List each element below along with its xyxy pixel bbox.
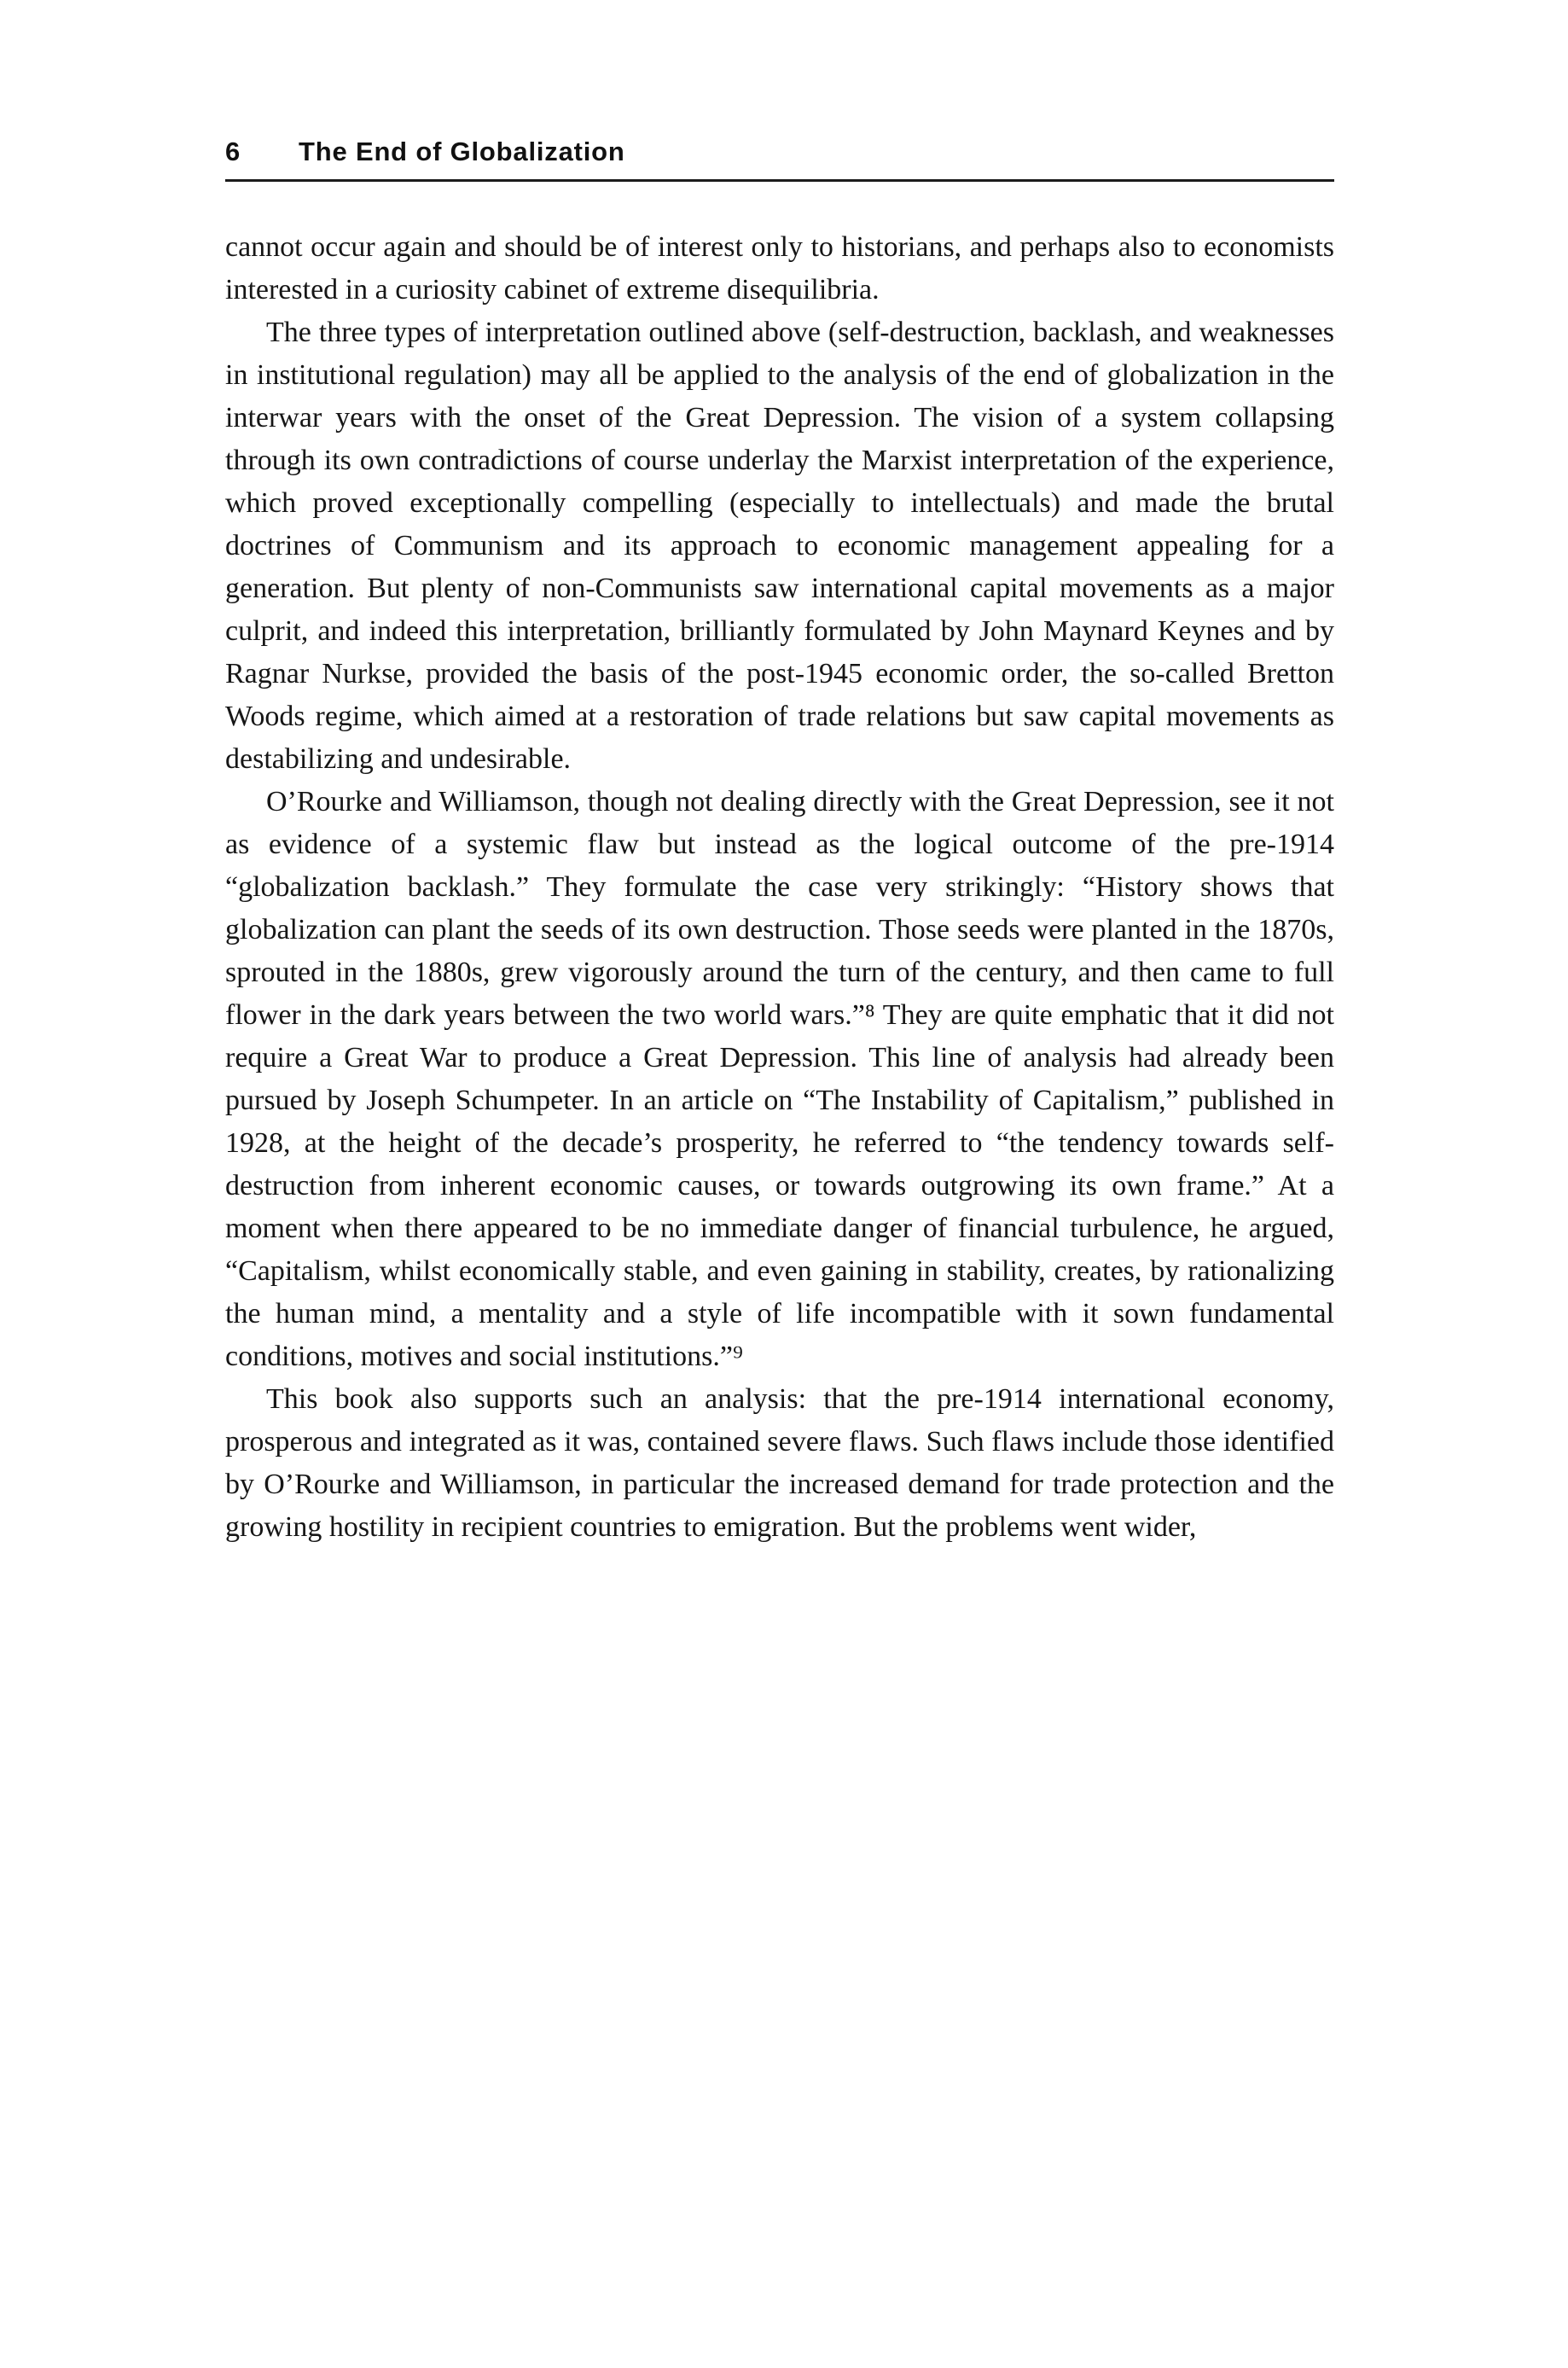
page-number: 6 (225, 137, 241, 166)
running-head: The End of Globalization (299, 137, 625, 166)
header-rule (225, 179, 1334, 182)
paragraph-continuation: cannot occur again and should be of interest only to historians, and perhaps also to economists interested in a curiosity cabinet of extreme disequilibria. (225, 231, 1334, 305)
paragraph-orourke-williamson: O’Rourke and Williamson, though not dealing directly with the Great Depression, see it not as evidence of a systemic flaw but instead as the logical outcome of the pre-1914 “globalization backlash.” They formulate the case very strikingly: “History shows that globalization can plant the seeds of its own destruction. Those seeds were planted in the 1870s, sprouted in the 1880s, grew vigorously around the turn of the century, and then came to full flower in the dark years between the two world wars.”⁸ They are quite emphatic that it did not require a Great War to produce a Great Depression. This line of analysis had already been pursued by Joseph Schumpeter. In an article on “The Instability of Capitalism,” published in 1928, at the height of the decade’s prosperity, he referred to “the tendency towards self-destruction from inherent economic causes, or towards outgrowing its own frame.” At a moment when there appeared to be no immediate danger of financial turbulence, he argued, “Capitalism, whilst economically stable, and even gaining in stability, creates, by rationalizing the human mind, a mentality and a style of life incompatible with it sown fundamental conditions, motives and social institutions.”⁹ (225, 786, 1334, 1372)
body-text (225, 226, 1334, 1549)
paragraph-book-thesis: This book also supports such an analysis: that the pre-1914 international economy, prosperous and integrated as it was, contained severe flaws. Such flaws include those identified by O’Rourke and Williamson, in particular the increased demand for trade protection and the growing hostility in recipient countries to emigration. But the problems went wider, (225, 1383, 1334, 1543)
paragraph-interpretations: The three types of interpretation outlined above (self-destruction, backlash, and weaknesses in institutional regulation) may all be applied to the analysis of the end of globalization in the interwar years with the onset of the Great Depression. The vision of a system collapsing through its own contradictions of course underlay the Marxist interpretation of the experience, which proved exceptionally compelling (especially to intellectuals) and made the brutal doctrines of Communism and its approach to economic management appealing for a generation. But plenty of non-Communists saw international capital movements as a major culprit, and indeed this interpretation, brilliantly formulated by John Maynard Keynes and by Ragnar Nurkse, provided the basis of the post-1945 economic order, the so-called Bretton Woods regime, which aimed at a restoration of trade relations but saw capital movements as destabilizing and undesirable. (225, 317, 1334, 775)
page-header (225, 137, 1334, 167)
